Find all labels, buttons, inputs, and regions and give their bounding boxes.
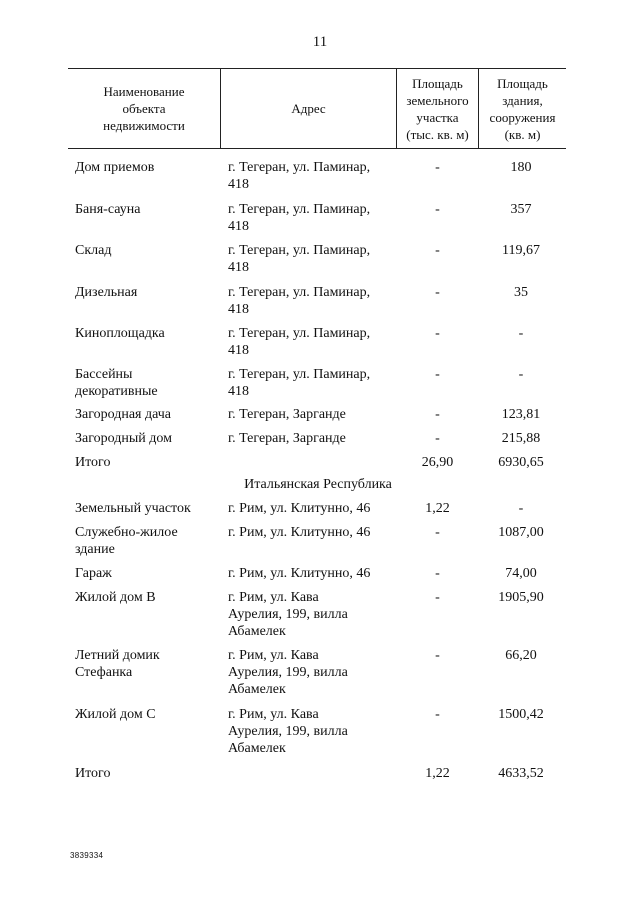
row-building-area: 215,88: [501, 431, 541, 446]
total-building-area: 4633,52: [498, 766, 544, 781]
row-land-area: -: [435, 707, 440, 722]
header-address: Адрес: [220, 69, 396, 148]
row-address: г. Рим, ул. Кава Аурелия, 199, вилла Абамелек: [228, 707, 348, 756]
row-building-area: 1905,90: [498, 590, 544, 605]
row-address: г. Тегеран, ул. Паминар, 418: [228, 326, 371, 358]
row-name: Дизельная: [75, 285, 138, 300]
row-address: г. Тегеран, ул. Паминар, 418: [228, 367, 371, 399]
row-building-area: 119,67: [502, 243, 540, 258]
row-land-area: -: [435, 407, 440, 422]
row-building-area: 1087,00: [498, 525, 544, 540]
row-name: Земельный участок: [75, 501, 191, 516]
row-address: г. Тегеран, ул. Паминар, 418: [228, 202, 371, 234]
row-address: г. Рим, ул. Кава Аурелия, 199, вилла Абамелек: [228, 648, 348, 697]
row-land-area: -: [435, 285, 440, 300]
row-name: Гараж: [75, 566, 112, 581]
row-land-area: -: [435, 431, 440, 446]
document-code: 3839334: [70, 851, 104, 860]
row-address: г. Рим, ул. Клитунно, 46: [228, 566, 371, 581]
header-name: Наименование объекта недвижимости: [103, 84, 185, 133]
total-land-area: 26,90: [421, 455, 454, 470]
row-address: г. Рим, ул. Клитунно, 46: [228, 501, 371, 516]
row-building-area: 35: [514, 285, 528, 300]
row-land-area: -: [435, 566, 440, 581]
row-building-area: -: [518, 326, 524, 341]
row-name: Жилой дом С: [75, 707, 156, 722]
total-label: Итого: [75, 455, 111, 470]
row-land-area: -: [435, 243, 440, 258]
row-land-area: -: [435, 648, 440, 663]
row-address: г. Тегеран, Зарганде: [228, 407, 346, 422]
row-name: Загородный дом: [75, 431, 172, 446]
total-land-area: 1,22: [425, 766, 450, 781]
row-address: г. Тегеран, ул. Паминар, 418: [228, 285, 371, 317]
row-address: г. Тегеран, ул. Паминар, 418: [228, 160, 371, 192]
row-land-area: -: [435, 367, 440, 382]
row-address: г. Рим, ул. Клитунно, 46: [228, 525, 371, 540]
row-land-area: -: [435, 525, 440, 540]
row-name: Загородная дача: [75, 407, 172, 422]
row-address: г. Рим, ул. Кава Аурелия, 199, вилла Абамелек: [228, 590, 348, 639]
row-name: Склад: [75, 243, 112, 258]
row-land-area: -: [435, 326, 440, 341]
row-name: Киноплощадка: [75, 326, 165, 341]
header-land-area: Площадь земельного участка (тыс. кв. м): [396, 69, 478, 148]
row-land-area: -: [435, 590, 440, 605]
row-land-area: 1,22: [425, 501, 450, 516]
row-address: г. Тегеран, Зарганде: [228, 431, 346, 446]
section-heading: Итальянская Республика: [244, 477, 392, 492]
row-building-area: -: [518, 501, 524, 516]
row-name: Служебно-жилое здание: [75, 525, 178, 557]
row-building-area: 180: [510, 160, 532, 175]
row-land-area: -: [435, 160, 440, 175]
row-name: Бассейны декоративные: [75, 367, 158, 399]
row-name: Дом приемов: [75, 160, 155, 175]
page-number: 11: [312, 34, 328, 50]
row-building-area: 123,81: [501, 407, 541, 422]
row-name: Жилой дом В: [75, 590, 156, 605]
row-name: Летний домик Стефанка: [75, 648, 160, 680]
row-building-area: 1500,42: [498, 707, 544, 722]
row-building-area: 66,20: [505, 648, 537, 663]
header-building-area: Площадь здания, сооружения (кв. м): [478, 69, 566, 148]
row-building-area: 357: [510, 202, 532, 217]
row-name: Баня-сауна: [75, 202, 141, 217]
row-address: г. Тегеран, ул. Паминар, 418: [228, 243, 371, 275]
row-building-area: 74,00: [505, 566, 537, 581]
total-label: Итого: [75, 766, 111, 781]
total-building-area: 6930,65: [498, 455, 544, 470]
row-building-area: -: [518, 367, 524, 382]
row-land-area: -: [435, 202, 440, 217]
